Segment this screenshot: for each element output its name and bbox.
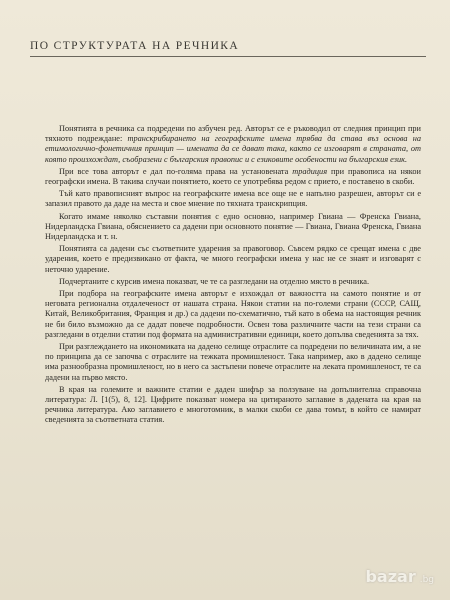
paragraph-7-text: При подбора на географските имена авторът е изхождал от важността на самото понятие и от неговата регионална отдалеченост от нашата страна. Някои статии на по-големи страни (СССР, САЩ, Китай, Великобритания, Франция и др.) са дадени по-схематично, тъй като в обема на настоящия речник не би било възможно да се дадат повече подробности. Освен това различните части на тези страни са разгледани в отделни статии под формата на административни единици, което допълва сведенията за тях. (45, 289, 421, 339)
paragraph-5-text: Понятията са дадени със съответните ударения за правоговор. Съвсем рядко се срещат имена с две ударения, което е предизвикано от факта, че много географски имена у нас не се знаят и изговарят с неточно ударение. (45, 244, 421, 274)
paragraph-1-italic: транскрибирането на географските имена трябва да става въз основа на етимологично-фонетичния принцип — имената да се дават така, както се изговарят в страната, от която произхождат, съобразени с българския правопис и с езиковите особености на българския език. (45, 134, 421, 164)
paragraph-6-text: Подчертаните с курсив имена показват, че те са разгледани на отделно място в речника. (59, 276, 370, 286)
paragraph-7 (45, 289, 421, 340)
paragraph-6 (45, 277, 421, 287)
paragraph-1 (45, 124, 421, 165)
watermark-logo-text: bazar (365, 567, 416, 586)
body-text (45, 124, 421, 428)
bazar-watermark (365, 567, 434, 586)
paragraph-2 (45, 167, 421, 187)
paragraph-2-tail: при правописа на някои географски имена. В такива случаи понятието, което се употребява редом с прието, е поставено в скоби. (45, 166, 421, 187)
paragraph-8 (45, 342, 421, 383)
paragraph-4 (45, 212, 421, 243)
paragraph-9-text: В края на големите и важните статии е даден шифър за ползуване на допълнителна справочна литература: Л. [1(5), 8, 12]. Цифрите показват номера на цитираното заглавие в дадената на края на речника литература. Ако заглавието е многотомник, в малки скоби се дава томът, в който се намират сведенията за съответната статия. (45, 384, 421, 425)
page-heading: ПО СТРУКТУРАТА НА РЕЧНИКА (30, 40, 240, 52)
paragraph-5 (45, 244, 421, 275)
paragraph-9 (45, 385, 421, 426)
paragraph-2-italic: традиция (292, 166, 328, 176)
paragraph-4-text: Когато имаме няколко съставни понятия с едно основно, например Гвиана — Френска Гвиана, Нидерландска Гвиана, обяснението са дадени при основното понятие — Гвиана, Гвиана Френска, Гвиана Нидерландска и т. н. (45, 211, 421, 242)
paragraph-1-text: Понятията в речника са подредени по азбучен ред. Авторът се е ръководил от следния принцип при тяхното подреждане: (45, 124, 421, 144)
paragraph-3 (45, 189, 421, 209)
paragraph-8-text: При разглеждането на икономиката на дадено селище отраслите са подредени по величината им, а не по принципа да се започва с отраслите на тежката промишленост. Така например, ако в дадено селище има разнообразна промишленост, но в него са застъпени повече отраслите на леката промишленост, те са дадени на първо място. (45, 342, 421, 382)
paragraph-2-text: При все това авторът е дал по-голяма права на установената (59, 166, 293, 176)
watermark-tld: .bg (419, 574, 434, 585)
paragraph-3-text: Тъй като правописният въпрос на географските имена все още не е напълно разрешен, авторът си е запазил правото да даде на места и свое мнение по тяхната транскрипция. (45, 189, 421, 209)
heading-rule (30, 56, 426, 57)
